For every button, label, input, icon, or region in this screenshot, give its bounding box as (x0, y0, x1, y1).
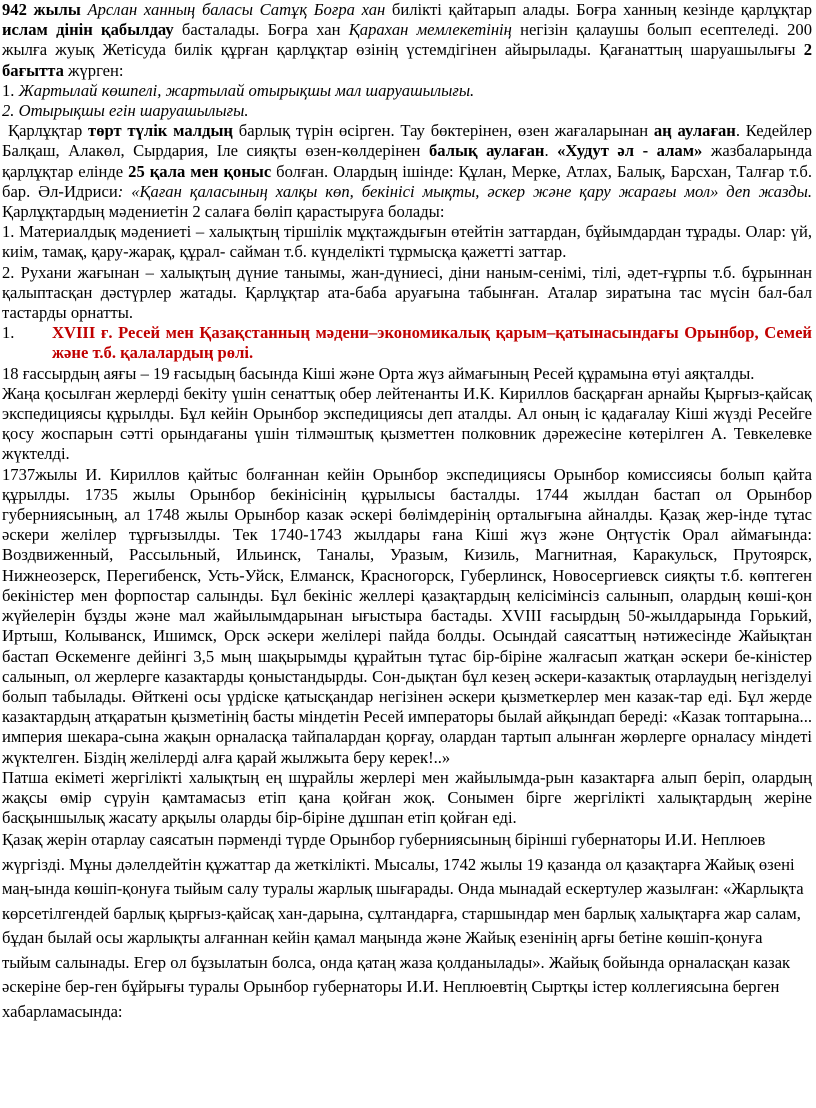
paragraph-karluks (2, 121, 812, 222)
text-fragment: болған. Олардың ішінде: Құлан, Мерке, Атлах, Балық, Барсхан, Талғар т.б. бар. Әл-Идриси (2, 161, 812, 201)
list-text: 2. Отырықшы егін шаруашылығы. (2, 101, 249, 121)
text-satuk-bogra: Арслан ханның баласы Сатұқ Боғра хан (87, 0, 386, 19)
list-item-1 (2, 81, 812, 101)
paragraph-orenburg: 1737жылы И. Кириллов қайтыс болғаннан кейін Орынбор экспедициясы Орынбор комиссиясы болып қайта құрылды. 1735 жылы Орынбор бекінісінің құрылысы басталды. 1744 жылдан бастап ол Орынбор губерниясының, ал 1748 жылы Орынбор казак әскері бөлімдерінің орталығына айналды. Қазақ жер-інде тұтас әскери желілер тұрғызылды. Тек 1740-1743 жылдары ғана Кіші жүз және Оңтүстік Орал аймағында: Воздвиженный, Рассыльный, Ильинск, Таналы, Уразым, Кизиль, Магнитная, Каракульск, Прутоярск, Нижнеозерск, Перегибенск, Усть-Уйск, Елманск, Красногорск, Губерлинск, Новосергиевск сияқты т.б. көптеген бекіністер мен форпостар салынды. Бұл бекініс желлері қазақтардың келісімінсіз салынып, олардың көші-қон жүйелерін бұзды және мал жайылымдарынан ығыстыра бастады. XVIII ғасырдың 50-жылдарында Горький, Иртыш, Колыванск, Ишимск, Орск әскери желілері пайда болды. Осындай саясаттың нәтижесінде Жайықтан бастап Өскеменге дейінгі 3,5 мың шақырымды құрайтын тұтас бір-біріне жалғасып жатқан әскери бе-кіністер салынып, ол жерлерге казактарды қоныстандырды. Сон-дықтан бұл кезең әскери-казактық отарлаудың негізделуі болып табылады. Өйткені осы үрдіске қатысқандар негізінен әскери қызметкерлер мен казак-тар еді. Бұл жерде казактардың атқаратын қызметінің басты міндетін Ресей императоры былай айқындап береді: «Казак топтарына... империя шекара-сына жақын орналасқа тайпалардан қорғау, олардан тартып алынған жөрлерге орналасу міндеті жүктелген. Біздің желілерді алға қарай жылжыта беру керек!..» (2, 464, 812, 767)
text-bold: төрт түлік малдың (88, 121, 233, 141)
text-fragment: билікті қайтарып алады. Боғра ханның кезінде қарлұқтар (385, 0, 813, 19)
text-fragment: . (544, 141, 558, 161)
text-islam: ислам дінін қабылдау (2, 20, 174, 40)
paragraph-karakhan (2, 0, 812, 81)
list-number: 1. (2, 80, 19, 100)
paragraph-spiritual-culture: 2. Рухани жағынан – халықтың дүние танымы, жан-дүниесі, діни наным-сенімі, тілі, әдет-ғұрпы т.б. бұрыннан қалыптасқан дәстүрлер жатады. Қарлұқтар ата-баба аруағына табынған. Аталар зиратына тас мүсін бал-бал тастарды орнатты. (2, 262, 812, 323)
heading-number: 1. (2, 323, 15, 343)
text-karakhan-state: Қарахан мемлекетінің (348, 20, 512, 40)
year-942: 942 жылы (2, 0, 81, 19)
text-fragment: . Кедейлер Балқаш, Алакөл, Сырдария, Іле сияқты өзен-көлдерінен (2, 121, 812, 161)
text-bold: балық аулаған (428, 141, 545, 161)
text-bold: аң аулаған (653, 121, 736, 141)
text-fragment: барлық түрін өсірген. Тау бөктерінен, өзен жағаларынан (233, 121, 654, 141)
paragraph-material-culture: 1. Материалдық мәдениеті – халықтың тіршілік мұқтаждығын өтейтін заттардан, бұйымдардан тұрады. Олар: үй, киім, тамақ, қару-жарақ, құрал- сайман т.б. күнделікті тұрмысқа қажетті заттар. (2, 222, 812, 262)
text-fragment: басталады. Боғра хан (173, 20, 349, 40)
paragraph-neplyuev: Қазақ жерін отарлау саясатын пәрменді түрде Орынбор губерниясының бірінші губернаторы И.И. Неплюев жүргізді. Мұны дәлелдейтін құжаттар да жеткілікті. Мысалы, 1742 жылы 19 қазанда ол қазақтарға Жайық өзені маң-ында көшіп-қонуға тыйым салу туралы жарлық шығарады. Онда мынадай ескертулер жазылған: «Жарлықта көрсетілгендей барлық қырғыз-қайсақ хан-дарына, сұлтандарға, старшындар мен барлық халықтарға жар салам, бұдан былай осы жарлықты алғаннан кейін қамал маңында және Жайық езенінің арғы бетіне көшіп-қонуға тыйым салынады. Егер ол бұзылатын болса, онда қатаң жаза қолданылады». Жайық бойында орналасқан казак әскеріне бер-ген бұйрығы туралы Орынбор губернаторы И.И. Неплюевтің Сыртқы істер коллегиясына берген хабарламасында: (2, 830, 804, 1021)
list-text: Жартылай көшпелі, жартылай отырықшы мал шаруашылығы. (18, 80, 475, 100)
heading-text: XVIII ғ. Ресей мен Қазақстанның мәдени–экономикалық қарым–қатынасындағы Орынбор, Семей және т.б. қалалардың рөлі. (52, 323, 812, 363)
paragraph-tsarist-gov: Патша екіметі жергілікті халықтың ең шұрайлы жерлері мен жайылымда-рын казактарға алып беріп, олардың жақсы өмір сүруін қамтамасыз етіп қана қойған жоқ. Сонымен бірге жергілікті халықтардың жеріне басқыншылық жасату арқылы оларды бір-біріне дұшпан етіп қойған еді. (2, 767, 812, 828)
text-two-directions: 2 бағытта (2, 40, 812, 80)
text-fragment: Қарлұқтар (8, 121, 89, 141)
paragraph-18th-century: 18 ғассырдың аяғы – 19 ғасыдың басында Кіші және Орта жүз аймағының Ресей құрамына өтуі аяқталды. (2, 363, 755, 383)
text-fragment: жазбаларында қарлұқтар елінде (2, 141, 812, 181)
text-fragment: Қарлұқтардың мәдениетін 2 салаға бөліп қарастыруға болады: (2, 202, 445, 222)
text-bold: 25 қала мен қоныс (128, 161, 272, 181)
list-item-2 (2, 101, 812, 121)
text-fragment: жүрген: (63, 60, 124, 80)
section-heading (2, 323, 812, 363)
paragraph-expedition: Жаңа қосылған жерлерді бекіту үшін сенаттық обер лейтенанты И.К. Кириллов басқарған арнайы Қырғыз-қайсақ экспедициясы құрылды. Бұл кейін Орынбор экспедициясы деп аталды. Ал оның іс қадағалау Кіші жүзді Ресейге қосу жоспарын сәтті орындағаны үшін тілмәштық қызметтен полковник дәрежесіне көтерілген А. Тевкелевке жүктелді. (2, 383, 812, 464)
text-fragment: негізін қалаушы болып есептеледі. 200 жылға жуық Жетісуда билік құрған қарлұқтар өзінің үстемдігінен айырылады. Қағанаттың шаруашылығы (2, 20, 812, 60)
text-italic-quote: : «Қаған қаласының халқы көп, бекінісі мықты, әскер және қару жарағы мол» деп жазды. (117, 181, 812, 201)
text-bold: «Худут әл - алам» (557, 141, 703, 161)
